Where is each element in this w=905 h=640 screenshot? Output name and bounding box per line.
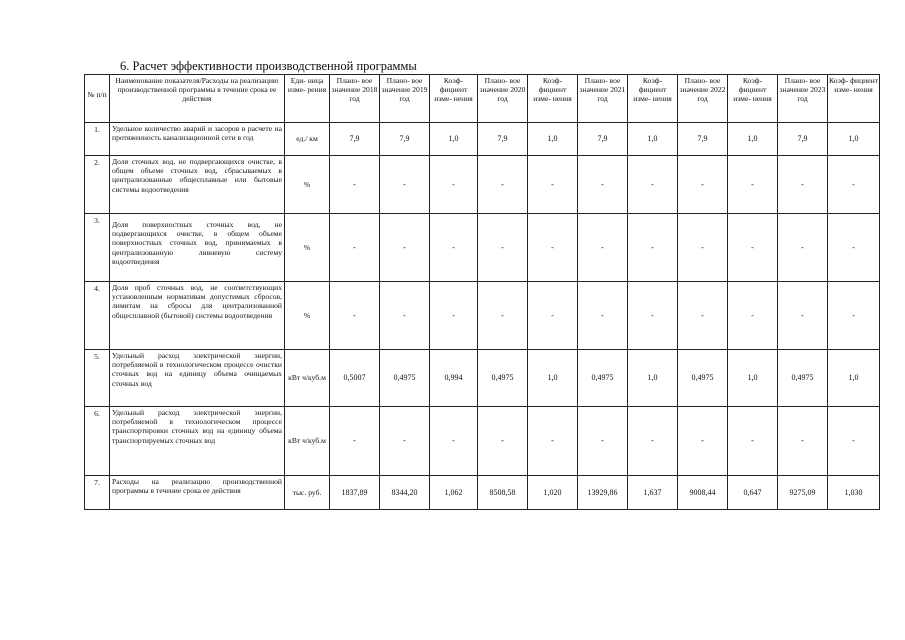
value-plan-2020: - — [478, 407, 528, 476]
col-header-unit: Еди- ница изме- рения — [285, 75, 330, 123]
unit-cell: кВт ч/куб.м — [285, 407, 330, 476]
value-coef-2021: - — [628, 156, 678, 214]
value-coef-2019: - — [430, 214, 478, 282]
value-plan-2021: 7,9 — [578, 123, 628, 156]
value-coef-2023: - — [828, 214, 880, 282]
value-coef-2021: - — [628, 214, 678, 282]
value-coef-2022: - — [728, 282, 778, 350]
table-row — [85, 476, 880, 510]
value-plan-2023: - — [778, 156, 828, 214]
value-coef-2021: 1,637 — [628, 476, 678, 510]
row-number: 2. — [85, 156, 110, 214]
value-plan-2023: - — [778, 282, 828, 350]
value-plan-2021: 0,4975 — [578, 350, 628, 407]
col-header-coef-2021: Коэф- фициент изме- нения — [628, 75, 678, 123]
col-header-plan-2022: Плано- вое значение 2022 год — [678, 75, 728, 123]
value-coef-2023: 1,0 — [828, 350, 880, 407]
value-coef-2019: - — [430, 156, 478, 214]
table-row — [85, 350, 880, 407]
value-coef-2021: 1,0 — [628, 350, 678, 407]
value-coef-2019: 1,0 — [430, 123, 478, 156]
value-coef-2021: 1,0 — [628, 123, 678, 156]
value-coef-2022: - — [728, 407, 778, 476]
section-title: 6. Расчет эффективности производственной программы — [120, 59, 417, 73]
value-plan-2023: 7,9 — [778, 123, 828, 156]
col-header-coef-2020: Коэф- фициент изме- нения — [528, 75, 578, 123]
table-row — [85, 156, 880, 214]
col-header-name: Наименование показателя/Расходы на реализацию производственной программы в течение срока ее действия — [110, 75, 285, 123]
value-plan-2018: 7,9 — [330, 123, 380, 156]
value-plan-2021: - — [578, 214, 628, 282]
value-plan-2019: - — [380, 407, 430, 476]
value-plan-2022: - — [678, 407, 728, 476]
table-row — [85, 282, 880, 350]
value-coef-2019: - — [430, 282, 478, 350]
value-plan-2018: 1837,89 — [330, 476, 380, 510]
value-plan-2018: - — [330, 156, 380, 214]
value-coef-2022: - — [728, 156, 778, 214]
value-plan-2020: 7,9 — [478, 123, 528, 156]
col-header-coef-2023: Коэф- фициент изме- нения — [828, 75, 880, 123]
value-plan-2021: - — [578, 407, 628, 476]
value-coef-2020: 1,0 — [528, 123, 578, 156]
value-coef-2021: - — [628, 282, 678, 350]
value-plan-2018: - — [330, 282, 380, 350]
col-header-coef-2022: Коэф- фициент изме- нения — [728, 75, 778, 123]
row-number: 1. — [85, 123, 110, 156]
value-plan-2021: 13929,86 — [578, 476, 628, 510]
indicator-name: Расходы на реализацию производственной программы в течение срока ее действия — [110, 476, 285, 510]
row-number: 5. — [85, 350, 110, 407]
value-coef-2019: - — [430, 407, 478, 476]
unit-cell: тыс. руб. — [285, 476, 330, 510]
value-coef-2020: 1,0 — [528, 350, 578, 407]
value-plan-2022: - — [678, 156, 728, 214]
row-number: 6. — [85, 407, 110, 476]
row-number: 7. — [85, 476, 110, 510]
value-plan-2022: - — [678, 214, 728, 282]
value-plan-2019: 8344,20 — [380, 476, 430, 510]
value-plan-2020: - — [478, 156, 528, 214]
row-number: 3. — [85, 214, 110, 282]
value-plan-2018: - — [330, 407, 380, 476]
indicator-name: Доля поверхностных сточных вод, не подвергающихся очистке, в общем объеме поверхностных сточных вод, принимаемых в централизованную ливневую систему водоотведения — [110, 214, 285, 282]
indicator-name: Удельный расход электрической энергии, потребляемой в технологическом процессе транспортировки сточных вод на единицу объема транспортируемых сточных вод — [110, 407, 285, 476]
value-coef-2021: - — [628, 407, 678, 476]
value-coef-2022: 1,0 — [728, 123, 778, 156]
value-plan-2020: - — [478, 214, 528, 282]
value-coef-2019: 0,994 — [430, 350, 478, 407]
value-coef-2023: 1,030 — [828, 476, 880, 510]
col-header-plan-2019: Плано- вое значение 2019 год — [380, 75, 430, 123]
value-plan-2022: 0,4975 — [678, 350, 728, 407]
col-header-plan-2021: Плано- вое значение 2021 год — [578, 75, 628, 123]
value-plan-2022: - — [678, 282, 728, 350]
unit-cell: % — [285, 214, 330, 282]
col-header-plan-2023: Плано- вое значение 2023 год — [778, 75, 828, 123]
value-plan-2020: - — [478, 282, 528, 350]
table-row — [85, 123, 880, 156]
value-plan-2019: 0,4975 — [380, 350, 430, 407]
value-coef-2023: - — [828, 407, 880, 476]
value-coef-2020: - — [528, 407, 578, 476]
value-plan-2023: 0,4975 — [778, 350, 828, 407]
table-row — [85, 214, 880, 282]
indicator-name: Доля сточных вод, не подвергающихся очистке, в общем объеме сточных вод, сбрасываемых в централизованные общесплавные или бытовые системы водоотведения — [110, 156, 285, 214]
value-coef-2020: - — [528, 214, 578, 282]
table-header-row — [85, 75, 880, 123]
value-coef-2019: 1,062 — [430, 476, 478, 510]
indicator-name: Удельный расход электрической энергии, потребляемой в технологическом процессе очистки сточных вод на единицу объема очищаемых сточных вод — [110, 350, 285, 407]
col-header-plan-2018: Плано- вое значение 2018 год — [330, 75, 380, 123]
value-plan-2023: - — [778, 214, 828, 282]
value-plan-2018: - — [330, 214, 380, 282]
value-plan-2022: 7,9 — [678, 123, 728, 156]
value-coef-2022: 1,0 — [728, 350, 778, 407]
col-header-num: № п/п — [85, 75, 110, 123]
value-coef-2022: 0,647 — [728, 476, 778, 510]
col-header-plan-2020: Плано- вое значение 2020 год — [478, 75, 528, 123]
value-coef-2023: - — [828, 282, 880, 350]
indicator-name: Удельное количество аварий и засоров в расчете на протяженность канализационной сети в год — [110, 123, 285, 156]
value-coef-2023: 1,0 — [828, 123, 880, 156]
unit-cell: % — [285, 156, 330, 214]
value-coef-2020: 1,020 — [528, 476, 578, 510]
value-plan-2019: 7,9 — [380, 123, 430, 156]
value-coef-2023: - — [828, 156, 880, 214]
value-plan-2020: 0,4975 — [478, 350, 528, 407]
efficiency-table — [84, 74, 880, 510]
value-plan-2019: - — [380, 214, 430, 282]
unit-cell: % — [285, 282, 330, 350]
value-plan-2021: - — [578, 156, 628, 214]
value-plan-2020: 8508,58 — [478, 476, 528, 510]
table-row — [85, 407, 880, 476]
value-plan-2023: - — [778, 407, 828, 476]
row-number: 4. — [85, 282, 110, 350]
value-coef-2020: - — [528, 156, 578, 214]
value-plan-2018: 0,5007 — [330, 350, 380, 407]
value-plan-2019: - — [380, 282, 430, 350]
value-plan-2019: - — [380, 156, 430, 214]
value-plan-2023: 9275,09 — [778, 476, 828, 510]
value-coef-2020: - — [528, 282, 578, 350]
value-coef-2022: - — [728, 214, 778, 282]
indicator-name: Доля проб сточных вод, не соответствующих установленным нормативам допустимых сбросов, лимитам на сбросы для централизованной общесплавной (бытовой) системы водоотведения — [110, 282, 285, 350]
col-header-coef-2019: Коэф- фициент изме- нения — [430, 75, 478, 123]
unit-cell: ед./ км — [285, 123, 330, 156]
value-plan-2021: - — [578, 282, 628, 350]
value-plan-2022: 9008,44 — [678, 476, 728, 510]
unit-cell: кВт ч/куб.м — [285, 350, 330, 407]
